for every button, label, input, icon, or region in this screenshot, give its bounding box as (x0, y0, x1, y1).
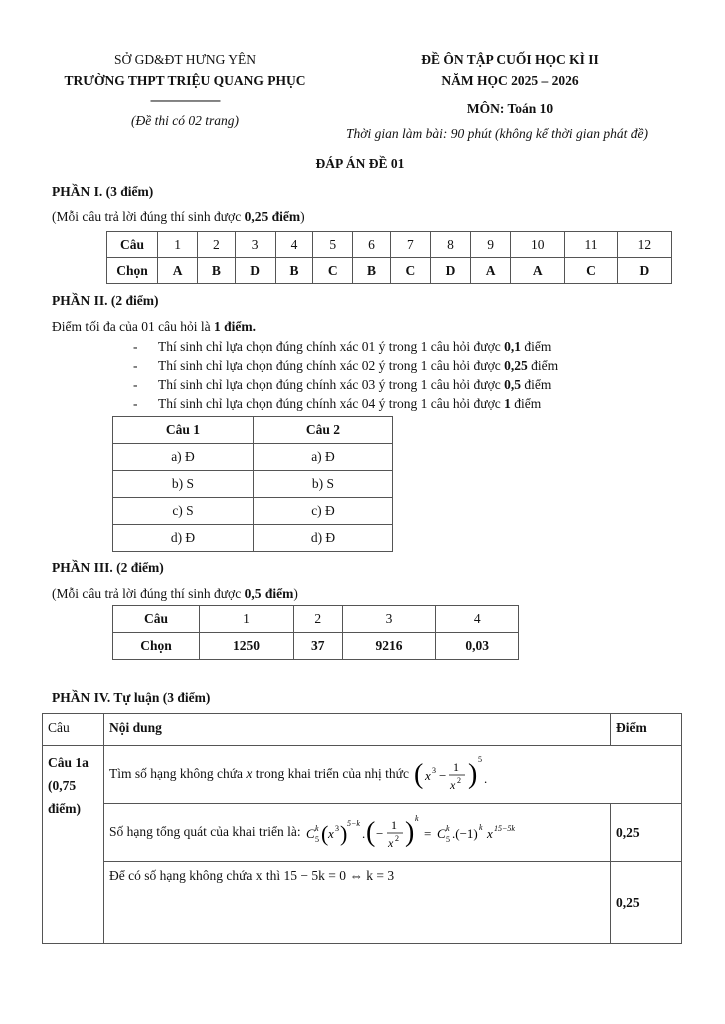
part3-note-prefix: (Mỗi câu trả lời đúng thí sinh được (52, 586, 245, 601)
part2-max-note (52, 319, 256, 335)
svg-text:C: C (305, 825, 315, 841)
part3-q: 4 (436, 606, 519, 633)
part3-a: 9216 (342, 633, 436, 660)
part2-table (112, 416, 393, 552)
bullet-tail: điểm (520, 339, 552, 354)
answer-title: ĐÁP ÁN ĐỀ 01 (315, 156, 405, 171)
part3-q: 2 (293, 606, 342, 633)
svg-text:x: x (387, 835, 394, 850)
svg-text:x: x (486, 825, 493, 841)
svg-text:): ) (404, 816, 415, 848)
part2-col1: Câu 1 (113, 417, 254, 444)
general-points: 0,25 (611, 804, 682, 862)
part1-note-bold: 0,25 điểm (244, 209, 301, 224)
part3-a: 0,03 (436, 633, 519, 660)
part1-q: 3 (235, 232, 275, 258)
condition-text: Để có số hạng không chứa x thì (109, 868, 281, 883)
header-dashes: -------------------- (150, 92, 220, 107)
school-name: TRƯỜNG THPT TRIỆU QUANG PHỤC (64, 73, 306, 88)
task-cell (104, 746, 682, 804)
svg-text:k: k (314, 823, 319, 833)
part4-h-noidung: Nội dung (104, 714, 611, 746)
part1-a: C (565, 258, 617, 284)
part2-bullet (158, 358, 558, 374)
condition-math: 15 − 5k = 0 ⇔ k = 3 (283, 868, 395, 883)
svg-text:x: x (327, 825, 334, 841)
bullet-tail: điểm (520, 377, 552, 392)
task-text-2: trong khai triển của nhị thức (255, 765, 409, 781)
part2-cell: b) S (113, 471, 254, 498)
part3-note-bold: 0,5 điểm (244, 586, 294, 601)
bullet-text: Thí sinh chỉ lựa chọn đúng chính xác 03 ý trong 1 câu hỏi được (158, 377, 505, 392)
part1-note (52, 209, 305, 225)
part3-table (112, 605, 519, 660)
svg-text:.(−1): .(−1) (451, 825, 478, 841)
part2-bullet (158, 339, 551, 355)
part3-answer-row (113, 633, 519, 660)
part4-task-row (43, 746, 682, 804)
part1-q: 9 (471, 232, 511, 258)
bullet-bold: 0,1 (504, 339, 521, 354)
part2-cell: d) Đ (254, 525, 393, 552)
part3-note-suffix: ) (293, 586, 298, 601)
subject: MÔN: Toán 10 (466, 101, 554, 116)
part2-max-bold: 1 điểm. (213, 319, 256, 334)
part3-a: 1250 (200, 633, 294, 660)
part4-general-row (43, 804, 682, 862)
dept-name: SỞ GD&ĐT HƯNG YÊN (113, 52, 257, 67)
part1-a: A (158, 258, 198, 284)
task-text: Tìm số hạng không chứa (109, 765, 244, 781)
svg-text:1: 1 (390, 817, 397, 832)
svg-text:k: k (478, 822, 483, 832)
part1-note-suffix: ) (300, 209, 305, 224)
part2-cell: a) Đ (254, 444, 393, 471)
part2-bullet (158, 396, 541, 412)
part2-cell: c) Đ (254, 498, 393, 525)
general-term-cell (104, 804, 611, 862)
part2-row (113, 525, 393, 552)
part1-title: PHẦN I. (3 điểm) (52, 184, 154, 199)
bullet-tail: điểm (527, 358, 559, 373)
svg-text:−: − (439, 767, 447, 783)
part1-a: B (275, 258, 312, 284)
part3-label-a: Chọn (113, 633, 200, 660)
part1-note-prefix: (Mỗi câu trả lời đúng thí sinh được (52, 209, 245, 224)
part1-q: 6 (353, 232, 390, 258)
svg-text:2: 2 (457, 775, 462, 785)
part4-cau-cell (43, 746, 104, 944)
svg-text:5: 5 (445, 834, 450, 844)
general-term-formula (304, 811, 534, 855)
part1-q: 2 (198, 232, 235, 258)
part1-a: C (390, 258, 430, 284)
part1-q: 11 (565, 232, 617, 258)
svg-text:2: 2 (394, 833, 399, 843)
part3-label-q: Câu (113, 606, 200, 633)
part2-cell: c) S (113, 498, 254, 525)
part1-a: D (430, 258, 470, 284)
svg-text:): ) (339, 820, 348, 846)
part3-title: PHẦN III. (2 điểm) (52, 560, 164, 575)
svg-text:(: ( (320, 820, 329, 846)
part2-cell: b) S (254, 471, 393, 498)
pages-note: (Đề thi có 02 trang) (131, 113, 239, 128)
part2-bullet (158, 377, 551, 393)
part1-a: C (313, 258, 353, 284)
part2-title: PHẦN II. (2 điểm) (52, 293, 159, 308)
part1-a: B (198, 258, 235, 284)
part4-table (42, 713, 682, 944)
svg-text:): ) (468, 758, 478, 790)
condition-cell (104, 862, 611, 944)
svg-text:.: . (484, 770, 488, 786)
part1-a: A (511, 258, 565, 284)
part1-a: A (471, 258, 511, 284)
part2-cell: a) Đ (113, 444, 254, 471)
part1-q: 12 (617, 232, 671, 258)
part1-a: D (235, 258, 275, 284)
bullet-bold: 0,25 (504, 358, 528, 373)
svg-text:C: C (436, 825, 446, 841)
svg-text:=: = (423, 825, 432, 841)
part3-a: 37 (293, 633, 342, 660)
part2-row (113, 471, 393, 498)
bullet-dash: - (133, 339, 138, 354)
part1-a: D (617, 258, 671, 284)
svg-text:5−k: 5−k (346, 818, 360, 828)
part2-row (113, 498, 393, 525)
general-term-text: Số hạng tổng quát của khai triển là: (109, 823, 301, 839)
part1-question-row (107, 232, 672, 258)
part4-condition-row (43, 862, 682, 944)
part1-a: B (353, 258, 390, 284)
school-year: NĂM HỌC 2025 – 2026 (441, 73, 579, 88)
part1-q: 10 (511, 232, 565, 258)
bullet-bold: 0,5 (504, 377, 521, 392)
bullet-dash: - (133, 358, 138, 373)
bullet-bold: 1 (504, 396, 511, 411)
svg-text:−: − (375, 825, 384, 841)
part3-q: 3 (342, 606, 436, 633)
part3-question-row (113, 606, 519, 633)
svg-text:1: 1 (453, 759, 460, 774)
svg-text:x: x (425, 767, 432, 783)
cau-label: Câu 1a (48, 755, 89, 770)
task-var: x (246, 765, 253, 781)
bullet-dash: - (133, 396, 138, 411)
cau-points: (0,75 điểm) (48, 777, 81, 816)
part2-max-prefix: Điểm tối đa của 01 câu hỏi là (52, 319, 214, 334)
svg-text:(: ( (365, 816, 376, 848)
part4-h-cau: Câu (43, 714, 104, 746)
bullet-text: Thí sinh chỉ lựa chọn đúng chính xác 02 ý trong 1 câu hỏi được (158, 358, 505, 373)
part1-q: 1 (158, 232, 198, 258)
part4-header-row (43, 714, 682, 746)
bullet-tail: điểm (510, 396, 542, 411)
binomial-formula (412, 753, 492, 797)
part1-q: 8 (430, 232, 470, 258)
part3-note (52, 586, 298, 602)
svg-text:k: k (414, 813, 419, 823)
bullet-text: Thí sinh chỉ lựa chọn đúng chính xác 01 ý trong 1 câu hỏi được (158, 339, 505, 354)
svg-text:.: . (361, 825, 366, 841)
exam-title: ĐỀ ÔN TẬP CUỐI HỌC KÌ II (421, 52, 599, 67)
svg-text:3: 3 (334, 823, 339, 833)
part3-q: 1 (200, 606, 294, 633)
part1-q: 7 (390, 232, 430, 258)
part2-header-row (113, 417, 393, 444)
part2-cell: d) Đ (113, 525, 254, 552)
svg-text:x: x (450, 777, 456, 792)
svg-text:(: ( (414, 758, 424, 790)
svg-text:15−5k: 15−5k (493, 823, 515, 833)
part1-label-a: Chọn (107, 258, 158, 284)
part4-h-diem: Điểm (611, 714, 682, 746)
part1-q: 5 (313, 232, 353, 258)
condition-points: 0,25 (611, 862, 682, 944)
svg-text:k: k (445, 823, 450, 833)
svg-text:3: 3 (432, 765, 437, 775)
part4-title: PHẦN IV. Tự luận (3 điểm) (52, 690, 211, 705)
part2-col2: Câu 2 (254, 417, 393, 444)
part1-table (106, 231, 672, 284)
part1-q: 4 (275, 232, 312, 258)
svg-text:5: 5 (478, 754, 483, 764)
part1-label-q: Câu (107, 232, 158, 258)
part1-answer-row (107, 258, 672, 284)
bullet-dash: - (133, 377, 138, 392)
part2-row (113, 444, 393, 471)
svg-text:5: 5 (314, 834, 319, 844)
time-note: Thời gian làm bài: 90 phút (không kể thời gian phát đề) (346, 126, 649, 141)
bullet-text: Thí sinh chỉ lựa chọn đúng chính xác 04 ý trong 1 câu hỏi được (158, 396, 505, 411)
